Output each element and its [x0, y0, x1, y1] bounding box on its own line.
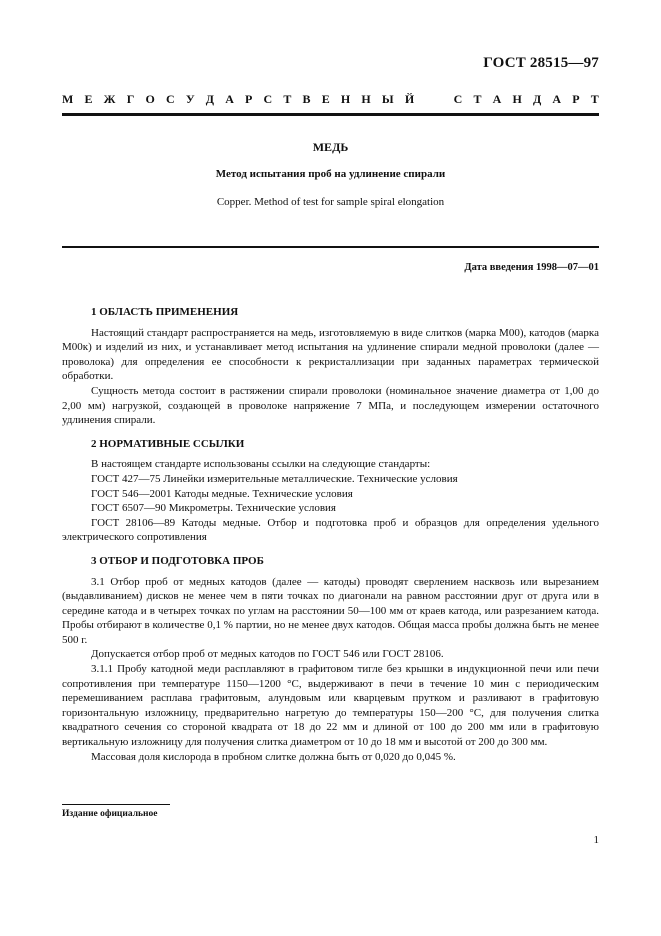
interstate-letter: В — [302, 92, 311, 106]
interstate-letter: А — [552, 92, 562, 106]
interstate-spacer — [425, 92, 428, 107]
section-heading: 2 НОРМАТИВНЫЕ ССЫЛКИ — [91, 437, 245, 450]
title-divider — [62, 246, 599, 248]
paragraph: 3.1.1 Пробу катодной меди расплавляют в графитовом тигле без крышки в индукционной печи или печи сопротивления при температуре 1150—1200 °С, выдерживают в печи в течение 10 мин с периодическим перемешиванием расплава графитовым, алундовым или кварцевым прутком и разливают в графитовую горизонтальную изложницу, предварительно нагретую до температуры 150—200 °С, для получения слитка квадратного сечения со стороной квадрата от 18 до 22 мм и длиной от 100 до 200 мм или в графитовую вертикальную изложницу для получения слитка диаметром от 10 до 18 мм и высотой от 200 до 300 мм. — [62, 663, 599, 749]
reference-item: ГОСТ 546—2001 Катоды медные. Технические условия — [91, 487, 353, 500]
paragraph: 3.1 Отбор проб от медных катодов (далее — катоды) проводят сверлением насквозь или вырезанием (выдавливанием) дисков не менее чем в пяти точках по диагонали на равном расстоянии друг от друга или в середине катода и в четырех точках по углам на расстоянии 50—100 мм от краев катода, или разрезанием катода. Пробы отбирают в количестве 0,1 % партии, но не менее двух катодов. Общая масса пробы должна быть не менее 500 г. — [62, 575, 599, 646]
interstate-letter: А — [492, 92, 502, 106]
section-heading: 3 ОТБОР И ПОДГОТОВКА ПРОБ — [91, 554, 264, 567]
reference-item: ГОСТ 28106—89 Катоды медные. Отбор и подготовка проб и образцов для определения удельного электрического сопротивления — [62, 516, 599, 544]
document-title: МЕДЬ — [312, 140, 349, 154]
interstate-letter: Е — [321, 92, 330, 106]
header-divider — [62, 113, 599, 116]
interstate-letter: Р — [572, 92, 580, 106]
interstate-letter: Т — [590, 92, 599, 106]
interstate-standard-label — [62, 92, 599, 107]
interstate-letter: У — [185, 92, 195, 106]
interstate-letter: А — [225, 92, 234, 106]
paragraph: Допускается отбор проб от медных катодов по ГОСТ 546 или ГОСТ 28106. — [91, 648, 444, 661]
paragraph: Настоящий стандарт распространяется на медь, изготовляемую в виде слитков (марка М00), катодов (марка М00к) и изделий из них, и устанавливает метод испытания на удлинение спирали медной проволоки (далее — проволока) для определения ее способности к рекристаллизации при заданных параметрах термической обработки. — [62, 326, 599, 383]
interstate-letter: Д — [532, 92, 542, 106]
paragraph: Сущность метода состоит в растяжении спирали проволоки (номинальное значение диаметра от 1,00 до 2,00 мм) нагрузкой, создающей в проволоке напряжение 7 МПа, и последующем измерении остаточного удлинения спирали. — [62, 384, 599, 427]
section-gap — [91, 428, 599, 437]
reference-item: ГОСТ 427—75 Линейки измерительные металлические. Технические условия — [91, 472, 458, 485]
paragraph: В настоящем стандарте использованы ссылки на следующие стандарты: — [91, 458, 431, 471]
english-title: Copper. Method of test for sample spiral elongation — [216, 196, 445, 208]
interstate-letter: Й — [404, 92, 415, 106]
section-heading: 1 ОБЛАСТЬ ПРИМЕНЕНИЯ — [91, 306, 239, 318]
introduction-date: Дата введения 1998—07—01 — [464, 262, 599, 273]
document-subtitle: Метод испытания проб на удлинение спирали — [215, 168, 446, 180]
interstate-letter: М — [62, 92, 74, 106]
interstate-spacer — [439, 92, 442, 107]
interstate-letter: Е — [84, 92, 93, 106]
interstate-letter: Н — [512, 92, 522, 106]
paragraph: Массовая доля кислорода в пробном слитке должна быть от 0,020 до 0,045 %. — [91, 750, 456, 763]
interstate-letter: Г — [126, 92, 135, 106]
interstate-letter: Ж — [103, 92, 116, 106]
reference-item: ГОСТ 6507—90 Микрометры. Технические условия — [91, 502, 336, 515]
interstate-letter: С — [453, 92, 463, 106]
interstate-letter: Т — [473, 92, 482, 106]
interstate-letter: Т — [283, 92, 292, 106]
interstate-letter: Д — [205, 92, 215, 106]
interstate-letter: С — [165, 92, 175, 106]
page-number: 1 — [593, 834, 599, 846]
interstate-letter: О — [145, 92, 155, 106]
interstate-letter: Р — [245, 92, 253, 106]
document-body — [62, 305, 599, 764]
gost-code: ГОСТ 28515—97 — [483, 55, 599, 71]
interstate-letter: Н — [340, 92, 351, 106]
official-edition-label: Издание официальное — [62, 809, 158, 819]
interstate-letter: Н — [361, 92, 371, 106]
interstate-letter: С — [263, 92, 273, 106]
section-gap — [91, 545, 599, 554]
interstate-letter: Ы — [381, 92, 394, 106]
footer-divider — [62, 804, 170, 805]
